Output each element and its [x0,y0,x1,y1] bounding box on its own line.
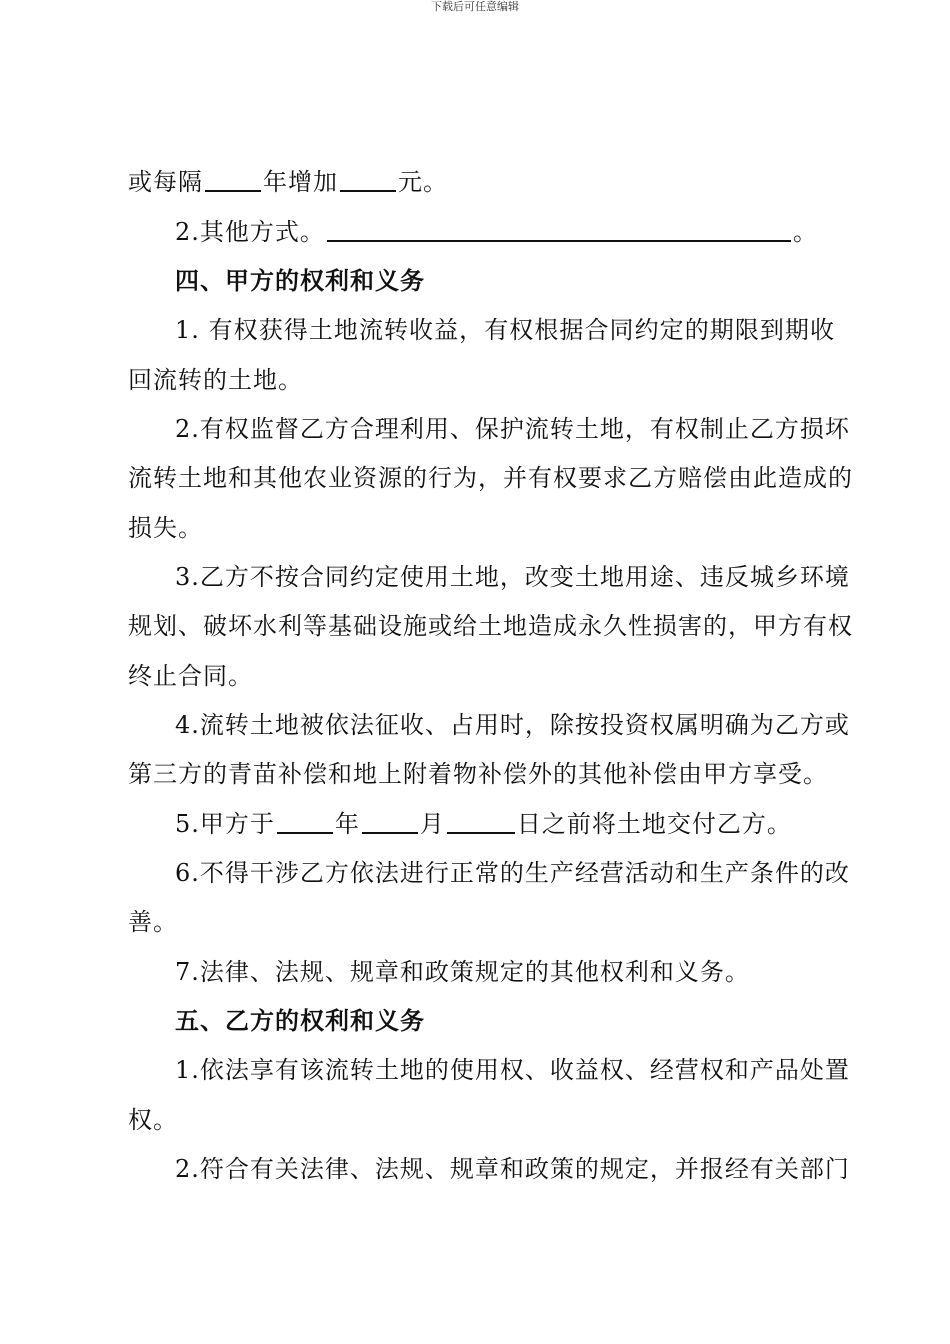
line-text: 回流转的土地。 [128,366,303,394]
paragraph-line [0,1154,950,1184]
blank-field [447,810,515,834]
paragraph-line [0,957,950,987]
line-text: 7.法律、法规、规章和政策规定的其他权利和义务。 [175,958,750,986]
line-text: 5.甲方于 [175,810,275,838]
line-text: 终止合同。 [128,662,253,690]
blank-field [340,168,396,192]
line-text: 第三方的青苗补偿和地上附着物补偿外的其他补偿由甲方享受。 [128,760,828,788]
line-text: 权。 [128,1106,178,1134]
blank-field [277,810,333,834]
paragraph-line [0,611,950,641]
blank-field [327,218,791,242]
paragraph-line [0,463,950,493]
line-text: 规划、破坏水利等基础设施或给土地造成永久性损害的，甲方有权 [128,612,853,640]
line-text: 2.有权监督乙方合理利用、保护流转土地，有权制止乙方损坏 [175,415,850,443]
line-text: 流转土地和其他农业资源的行为，并有权要求乙方赔偿由此造成的 [128,464,853,492]
line-text: 年增加 [263,168,338,196]
line-text: 1.依法享有该流转土地的使用权、收益权、经营权和产品处置 [175,1056,850,1084]
line-text: 2.符合有关法律、法规、规章和政策的规定，并报经有关部门 [175,1155,850,1183]
paragraph-line [0,661,950,691]
heading-text: 五、乙方的权利和义务 [175,1006,425,1035]
section-heading [0,1006,950,1036]
line-text: 。 [792,218,818,246]
paragraph-line [0,1105,950,1135]
line-text: 日之前将土地交付乙方。 [516,810,792,838]
paragraph-line [0,759,950,789]
line-text: 4.流转土地被依法征收、占用时，除按投资权属明确为乙方或 [175,711,850,739]
paragraph-line [0,907,950,937]
paragraph-line [0,414,950,444]
paragraph-line [0,365,950,395]
line-text: 元。 [398,168,448,196]
paragraph-line [0,1055,950,1085]
section-heading [0,266,950,296]
line-text: 2.其他方式。 [175,218,325,246]
line-text: 6.不得干涉乙方依法进行正常的生产经营活动和生产条件的改 [175,859,850,887]
line-text: 年 [334,810,360,838]
paragraph-line [0,809,950,839]
paragraph-line [0,513,950,543]
line-text: 善。 [128,908,178,936]
paragraph-line [0,315,950,345]
page-header: 下载后可任意编辑 [431,0,519,13]
line-text: 月 [419,810,445,838]
line-text: 损失。 [128,514,203,542]
line-text: 或每隔 [128,168,203,196]
paragraph-line [0,167,950,197]
paragraph-line [0,562,950,592]
line-text: 1. 有权获得土地流转收益，有权根据合同约定的期限到期收 [175,316,835,344]
blank-field [362,810,418,834]
line-text: 3.乙方不按合同约定使用土地，改变土地用途、违反城乡环境 [175,563,850,591]
blank-field [205,168,261,192]
paragraph-line [0,710,950,740]
paragraph-line [0,217,950,247]
paragraph-line [0,858,950,888]
heading-text: 四、甲方的权利和义务 [175,266,425,295]
